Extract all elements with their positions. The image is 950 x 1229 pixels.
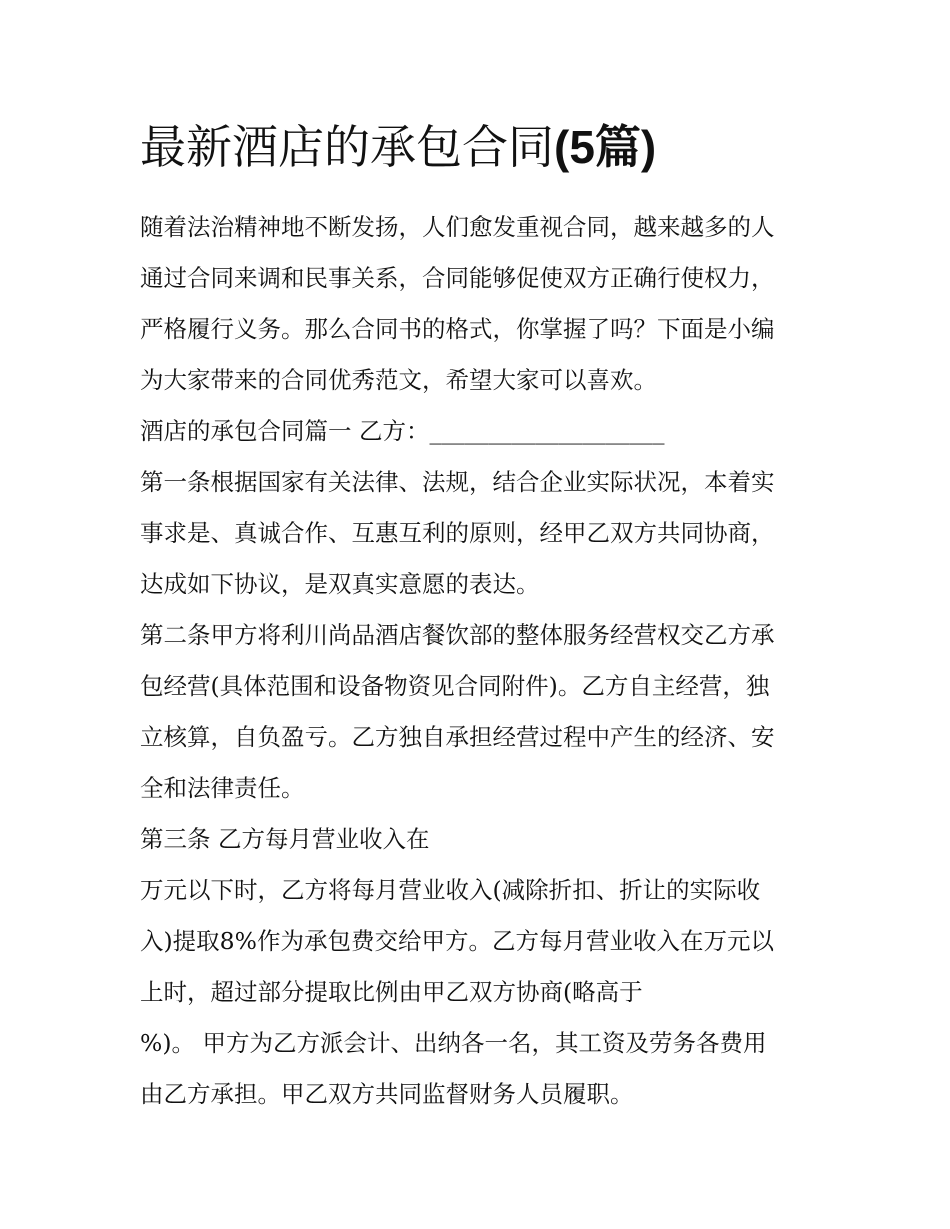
text-line-17: %)。 甲方为乙方派会计、出纳各一名，其工资及劳务各费用 — [140, 1029, 767, 1057]
document-body — [140, 112, 820, 1120]
text-line-15: 入)提取8%作为承包费交给甲方。乙方每月营业收入在万元以 — [140, 927, 774, 955]
text-line-10: 包经营(具体范围和设备物资见合同附件)。乙方自主经营，独 — [140, 672, 770, 700]
text-line-1: 随着法治精神地不断发扬，人们愈发重视合同，越来越多的人 — [140, 213, 775, 241]
document-title — [140, 112, 820, 182]
text-line-6: 第一条根据国家有关法律、法规，结合企业实际状况，本着实 — [140, 468, 775, 496]
text-line-13: 第三条 乙方每月营业收入在 — [140, 825, 430, 853]
text-line-14: 万元以下时，乙方将每月营业收入(减除折扣、折让的实际收 — [140, 876, 761, 904]
text-line-3: 严格履行义务。那么合同书的格式，你掌握了吗？下面是小编 — [140, 315, 775, 343]
text-line-4: 为大家带来的合同优秀范文，希望大家可以喜欢。 — [140, 366, 657, 394]
text-line-8: 达成如下协议，是双真实意愿的表达。 — [140, 570, 540, 598]
text-line-7: 事求是、真诚合作、互惠互利的原则，经甲乙双方共同协商， — [140, 519, 775, 547]
text-line-2: 通过合同来调和民事关系，合同能够促使双方正确行使权力， — [140, 264, 775, 292]
title-main: 最新酒店的承包合同 — [140, 120, 554, 174]
title-suffix: (5篇) — [554, 121, 657, 173]
text-line-5: 酒店的承包合同篇一 乙方：____________________ — [140, 417, 665, 445]
text-line-18: 由乙方承担。甲乙双方共同监督财务人员履职。 — [140, 1080, 634, 1108]
text-line-9: 第二条甲方将利川尚品酒店餐饮部的整体服务经营权交乙方承 — [140, 621, 775, 649]
text-line-11: 立核算，自负盈亏。乙方独自承担经营过程中产生的经济、安 — [140, 723, 775, 751]
text-line-12: 全和法律责任。 — [140, 774, 305, 802]
text-line-16: 上时，超过部分提取比例由甲乙双方协商(略高于 — [140, 978, 643, 1006]
